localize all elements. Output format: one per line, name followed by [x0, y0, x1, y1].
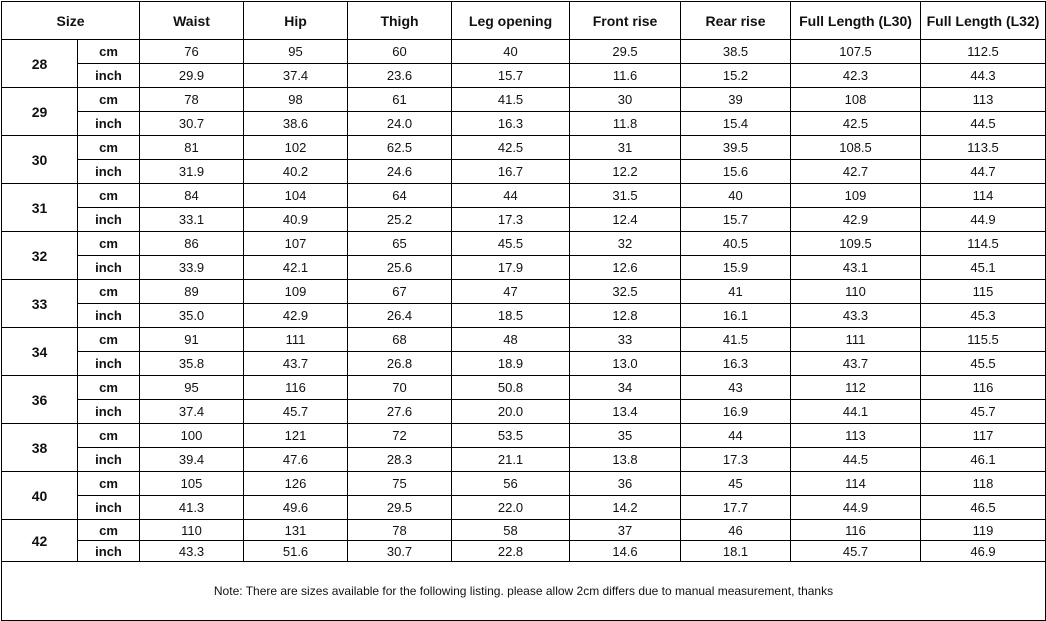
measurement-cell: 20.0 — [452, 400, 570, 424]
measurement-cell: 33.1 — [140, 208, 244, 232]
measurement-cell: 15.4 — [681, 112, 791, 136]
measurement-cell: 42.7 — [791, 160, 921, 184]
measurement-cell: 43.7 — [244, 352, 348, 376]
measurement-cell: 45 — [681, 472, 791, 496]
measurement-cell: 16.9 — [681, 400, 791, 424]
measurement-cell: 46 — [681, 520, 791, 541]
table-row — [2, 184, 1046, 208]
measurement-cell: 131 — [244, 520, 348, 541]
unit-label: cm — [78, 136, 140, 160]
measurement-cell: 42.1 — [244, 256, 348, 280]
table-row — [2, 541, 1046, 562]
measurement-cell: 17.3 — [452, 208, 570, 232]
measurement-cell: 40.2 — [244, 160, 348, 184]
measurement-cell: 42.9 — [791, 208, 921, 232]
measurement-cell: 30.7 — [348, 541, 452, 562]
size-label: 28 — [2, 40, 78, 88]
table-row — [2, 496, 1046, 520]
unit-label: inch — [78, 496, 140, 520]
measurement-cell: 37.4 — [140, 400, 244, 424]
measurement-cell: 44.1 — [791, 400, 921, 424]
size-label: 34 — [2, 328, 78, 376]
table-row — [2, 256, 1046, 280]
measurement-cell: 35.8 — [140, 352, 244, 376]
measurement-cell: 108 — [791, 88, 921, 112]
unit-label: cm — [78, 184, 140, 208]
measurement-cell: 43.7 — [791, 352, 921, 376]
measurement-cell: 12.2 — [570, 160, 681, 184]
measurement-cell: 61 — [348, 88, 452, 112]
measurement-cell: 43 — [681, 376, 791, 400]
unit-label: cm — [78, 472, 140, 496]
measurement-cell: 42.9 — [244, 304, 348, 328]
measurement-cell: 109 — [244, 280, 348, 304]
measurement-cell: 46.1 — [921, 448, 1046, 472]
measurement-cell: 41.3 — [140, 496, 244, 520]
measurement-cell: 95 — [140, 376, 244, 400]
measurement-cell: 67 — [348, 280, 452, 304]
measurement-cell: 31 — [570, 136, 681, 160]
measurement-cell: 31.5 — [570, 184, 681, 208]
unit-label: cm — [78, 328, 140, 352]
measurement-cell: 17.7 — [681, 496, 791, 520]
measurement-cell: 24.6 — [348, 160, 452, 184]
unit-label: inch — [78, 64, 140, 88]
measurement-cell: 36 — [570, 472, 681, 496]
unit-label: inch — [78, 352, 140, 376]
header-rear-rise: Rear rise — [681, 2, 791, 40]
measurement-cell: 44.9 — [921, 208, 1046, 232]
measurement-cell: 18.9 — [452, 352, 570, 376]
table-row — [2, 64, 1046, 88]
table-row — [2, 160, 1046, 184]
unit-label: inch — [78, 256, 140, 280]
measurement-cell: 16.3 — [452, 112, 570, 136]
size-table-body — [2, 40, 1046, 562]
measurement-cell: 26.4 — [348, 304, 452, 328]
measurement-note: Note: There are sizes available for the following listing. please allow 2cm differs due to manual measurement, thanks — [2, 562, 1046, 621]
table-row — [2, 280, 1046, 304]
measurement-cell: 22.0 — [452, 496, 570, 520]
header-thigh: Thigh — [348, 2, 452, 40]
measurement-cell: 13.0 — [570, 352, 681, 376]
measurement-cell: 35.0 — [140, 304, 244, 328]
measurement-cell: 47.6 — [244, 448, 348, 472]
measurement-cell: 15.7 — [452, 64, 570, 88]
measurement-cell: 113 — [791, 424, 921, 448]
table-row — [2, 352, 1046, 376]
table-row — [2, 472, 1046, 496]
measurement-cell: 11.8 — [570, 112, 681, 136]
size-label: 38 — [2, 424, 78, 472]
measurement-cell: 116 — [791, 520, 921, 541]
measurement-cell: 75 — [348, 472, 452, 496]
measurement-cell: 40.9 — [244, 208, 348, 232]
measurement-cell: 33.9 — [140, 256, 244, 280]
measurement-cell: 40 — [452, 40, 570, 64]
measurement-cell: 114 — [921, 184, 1046, 208]
header-row — [2, 2, 1046, 40]
measurement-cell: 84 — [140, 184, 244, 208]
table-row — [2, 520, 1046, 541]
table-row — [2, 136, 1046, 160]
unit-label: inch — [78, 160, 140, 184]
measurement-cell: 30.7 — [140, 112, 244, 136]
measurement-cell: 12.4 — [570, 208, 681, 232]
measurement-cell: 116 — [244, 376, 348, 400]
size-label: 30 — [2, 136, 78, 184]
measurement-cell: 44.7 — [921, 160, 1046, 184]
measurement-cell: 86 — [140, 232, 244, 256]
table-row — [2, 400, 1046, 424]
measurement-cell: 48 — [452, 328, 570, 352]
table-row — [2, 40, 1046, 64]
measurement-cell: 53.5 — [452, 424, 570, 448]
measurement-cell: 109.5 — [791, 232, 921, 256]
unit-label: cm — [78, 520, 140, 541]
measurement-cell: 42.3 — [791, 64, 921, 88]
measurement-cell: 109 — [791, 184, 921, 208]
measurement-cell: 81 — [140, 136, 244, 160]
measurement-cell: 44.5 — [791, 448, 921, 472]
measurement-cell: 37 — [570, 520, 681, 541]
measurement-cell: 42.5 — [452, 136, 570, 160]
measurement-cell: 56 — [452, 472, 570, 496]
table-row — [2, 328, 1046, 352]
measurement-cell: 12.6 — [570, 256, 681, 280]
measurement-cell: 44.5 — [921, 112, 1046, 136]
measurement-cell: 50.8 — [452, 376, 570, 400]
measurement-cell: 111 — [791, 328, 921, 352]
measurement-cell: 70 — [348, 376, 452, 400]
measurement-cell: 46.5 — [921, 496, 1046, 520]
table-row — [2, 304, 1046, 328]
measurement-cell: 105 — [140, 472, 244, 496]
header-waist: Waist — [140, 2, 244, 40]
measurement-cell: 30 — [570, 88, 681, 112]
table-row — [2, 424, 1046, 448]
measurement-cell: 121 — [244, 424, 348, 448]
measurement-cell: 43.1 — [791, 256, 921, 280]
measurement-cell: 39.5 — [681, 136, 791, 160]
measurement-cell: 23.6 — [348, 64, 452, 88]
measurement-cell: 13.4 — [570, 400, 681, 424]
measurement-cell: 41.5 — [681, 328, 791, 352]
header-full-length-l30: Full Length (L30) — [791, 2, 921, 40]
measurement-cell: 42.5 — [791, 112, 921, 136]
unit-label: inch — [78, 112, 140, 136]
measurement-cell: 32.5 — [570, 280, 681, 304]
measurement-cell: 45.7 — [791, 541, 921, 562]
unit-label: cm — [78, 424, 140, 448]
measurement-cell: 39 — [681, 88, 791, 112]
unit-label: inch — [78, 208, 140, 232]
size-label: 32 — [2, 232, 78, 280]
measurement-cell: 45.1 — [921, 256, 1046, 280]
measurement-cell: 21.1 — [452, 448, 570, 472]
size-label: 29 — [2, 88, 78, 136]
measurement-cell: 117 — [921, 424, 1046, 448]
size-label: 42 — [2, 520, 78, 562]
size-label: 33 — [2, 280, 78, 328]
header-hip: Hip — [244, 2, 348, 40]
measurement-cell: 46.9 — [921, 541, 1046, 562]
measurement-cell: 27.6 — [348, 400, 452, 424]
measurement-cell: 100 — [140, 424, 244, 448]
measurement-cell: 44.3 — [921, 64, 1046, 88]
measurement-cell: 72 — [348, 424, 452, 448]
table-row — [2, 112, 1046, 136]
header-front-rise: Front rise — [570, 2, 681, 40]
measurement-cell: 25.6 — [348, 256, 452, 280]
measurement-cell: 43.3 — [140, 541, 244, 562]
measurement-cell: 78 — [140, 88, 244, 112]
measurement-cell: 18.5 — [452, 304, 570, 328]
measurement-cell: 51.6 — [244, 541, 348, 562]
measurement-cell: 34 — [570, 376, 681, 400]
measurement-cell: 44.9 — [791, 496, 921, 520]
measurement-cell: 38.6 — [244, 112, 348, 136]
unit-label: cm — [78, 280, 140, 304]
unit-label: cm — [78, 232, 140, 256]
measurement-cell: 13.8 — [570, 448, 681, 472]
unit-label: inch — [78, 400, 140, 424]
measurement-cell: 40.5 — [681, 232, 791, 256]
measurement-cell: 58 — [452, 520, 570, 541]
measurement-cell: 114.5 — [921, 232, 1046, 256]
unit-label: cm — [78, 40, 140, 64]
measurement-cell: 44 — [452, 184, 570, 208]
measurement-cell: 47 — [452, 280, 570, 304]
measurement-cell: 91 — [140, 328, 244, 352]
size-label: 40 — [2, 472, 78, 520]
unit-label: cm — [78, 376, 140, 400]
measurement-cell: 25.2 — [348, 208, 452, 232]
unit-label: inch — [78, 448, 140, 472]
table-row — [2, 376, 1046, 400]
measurement-cell: 62.5 — [348, 136, 452, 160]
measurement-cell: 115.5 — [921, 328, 1046, 352]
table-row — [2, 208, 1046, 232]
measurement-cell: 49.6 — [244, 496, 348, 520]
measurement-cell: 33 — [570, 328, 681, 352]
measurement-cell: 78 — [348, 520, 452, 541]
measurement-cell: 116 — [921, 376, 1046, 400]
measurement-cell: 41 — [681, 280, 791, 304]
measurement-cell: 76 — [140, 40, 244, 64]
measurement-cell: 102 — [244, 136, 348, 160]
header-size: Size — [2, 2, 140, 40]
measurement-cell: 24.0 — [348, 112, 452, 136]
measurement-cell: 22.8 — [452, 541, 570, 562]
measurement-cell: 18.1 — [681, 541, 791, 562]
measurement-cell: 29.5 — [348, 496, 452, 520]
measurement-cell: 16.7 — [452, 160, 570, 184]
measurement-cell: 15.9 — [681, 256, 791, 280]
measurement-cell: 112 — [791, 376, 921, 400]
measurement-cell: 98 — [244, 88, 348, 112]
measurement-cell: 108.5 — [791, 136, 921, 160]
measurement-cell: 45.5 — [452, 232, 570, 256]
measurement-cell: 110 — [140, 520, 244, 541]
measurement-cell: 114 — [791, 472, 921, 496]
measurement-cell: 104 — [244, 184, 348, 208]
measurement-cell: 15.6 — [681, 160, 791, 184]
measurement-cell: 28.3 — [348, 448, 452, 472]
measurement-cell: 26.8 — [348, 352, 452, 376]
measurement-cell: 113 — [921, 88, 1046, 112]
measurement-cell: 37.4 — [244, 64, 348, 88]
measurement-cell: 45.7 — [244, 400, 348, 424]
size-chart-table — [1, 1, 1046, 621]
table-row — [2, 232, 1046, 256]
measurement-cell: 35 — [570, 424, 681, 448]
table-row — [2, 88, 1046, 112]
measurement-cell: 32 — [570, 232, 681, 256]
measurement-cell: 17.3 — [681, 448, 791, 472]
header-leg-opening: Leg opening — [452, 2, 570, 40]
measurement-cell: 126 — [244, 472, 348, 496]
measurement-cell: 41.5 — [452, 88, 570, 112]
measurement-cell: 45.7 — [921, 400, 1046, 424]
measurement-cell: 15.2 — [681, 64, 791, 88]
measurement-cell: 65 — [348, 232, 452, 256]
size-label: 36 — [2, 376, 78, 424]
measurement-cell: 107.5 — [791, 40, 921, 64]
measurement-cell: 14.2 — [570, 496, 681, 520]
unit-label: inch — [78, 541, 140, 562]
header-full-length-l32: Full Length (L32) — [921, 2, 1046, 40]
measurement-cell: 29.9 — [140, 64, 244, 88]
measurement-cell: 38.5 — [681, 40, 791, 64]
measurement-cell: 45.5 — [921, 352, 1046, 376]
measurement-cell: 12.8 — [570, 304, 681, 328]
measurement-cell: 112.5 — [921, 40, 1046, 64]
measurement-cell: 31.9 — [140, 160, 244, 184]
measurement-cell: 44 — [681, 424, 791, 448]
measurement-cell: 115 — [921, 280, 1046, 304]
measurement-cell: 17.9 — [452, 256, 570, 280]
measurement-cell: 39.4 — [140, 448, 244, 472]
table-row — [2, 448, 1046, 472]
measurement-cell: 45.3 — [921, 304, 1046, 328]
measurement-cell: 40 — [681, 184, 791, 208]
measurement-cell: 64 — [348, 184, 452, 208]
unit-label: inch — [78, 304, 140, 328]
measurement-cell: 16.3 — [681, 352, 791, 376]
measurement-cell: 89 — [140, 280, 244, 304]
measurement-cell: 119 — [921, 520, 1046, 541]
measurement-cell: 60 — [348, 40, 452, 64]
measurement-cell: 15.7 — [681, 208, 791, 232]
measurement-cell: 95 — [244, 40, 348, 64]
measurement-cell: 113.5 — [921, 136, 1046, 160]
measurement-cell: 29.5 — [570, 40, 681, 64]
measurement-cell: 110 — [791, 280, 921, 304]
size-label: 31 — [2, 184, 78, 232]
measurement-cell: 14.6 — [570, 541, 681, 562]
measurement-cell: 43.3 — [791, 304, 921, 328]
measurement-cell: 107 — [244, 232, 348, 256]
measurement-cell: 16.1 — [681, 304, 791, 328]
note-row — [2, 562, 1046, 621]
measurement-cell: 11.6 — [570, 64, 681, 88]
measurement-cell: 111 — [244, 328, 348, 352]
unit-label: cm — [78, 88, 140, 112]
measurement-cell: 118 — [921, 472, 1046, 496]
measurement-cell: 68 — [348, 328, 452, 352]
